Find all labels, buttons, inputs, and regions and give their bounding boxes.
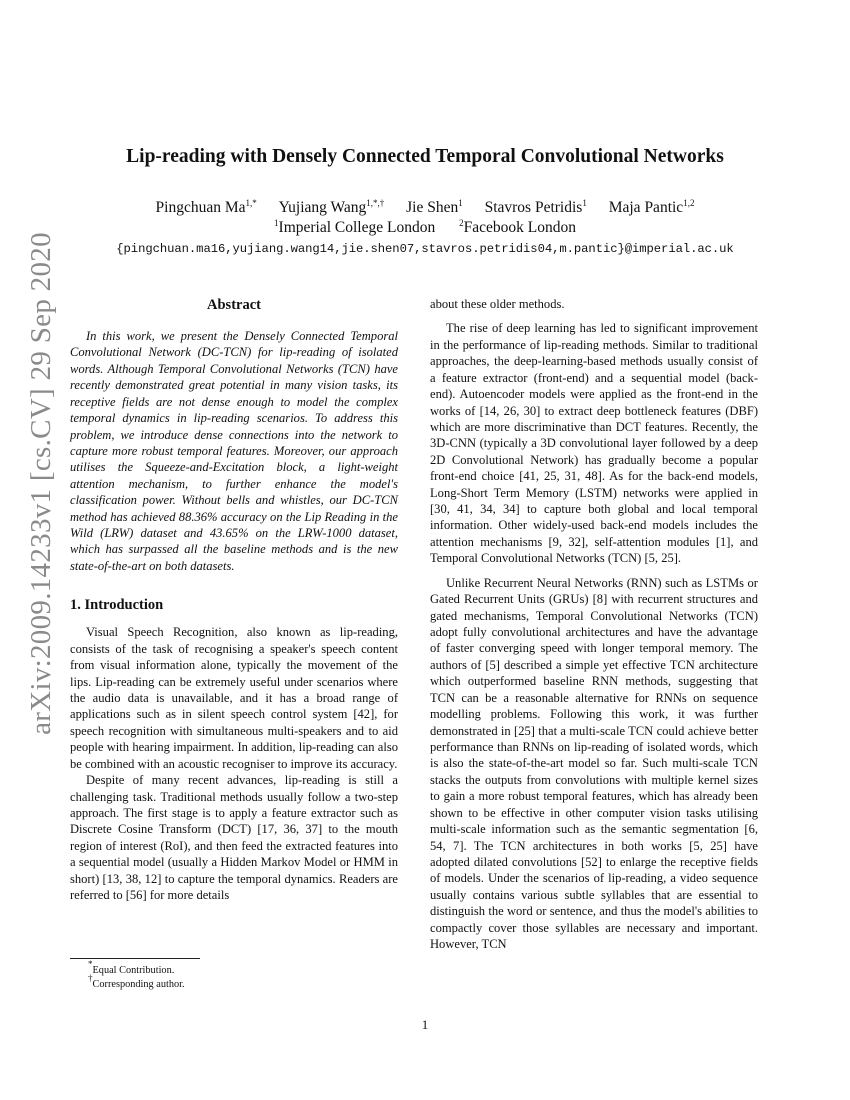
footnotes	[70, 958, 398, 991]
page-number: 1	[421, 1017, 429, 1032]
footnote: †Corresponding author.	[88, 972, 185, 990]
paper-title: Lip-reading with Densely Connected Temporal Convolutional Networks	[126, 146, 724, 167]
author-list	[60, 198, 790, 218]
author: Jie Shen$^1$	[406, 198, 463, 216]
arxiv-sidebar	[20, 231, 62, 735]
intro-continued: about these older methods.	[430, 297, 565, 311]
right-column	[430, 296, 758, 952]
left-column	[70, 296, 398, 904]
intro-paragraph: Unlike Recurrent Neural Networks (RNN) such as LSTMs or Gated Recurrent Units (GRUs) [8] with recurrent structures and gated mechanisms, Temporal Convolutional Networks (TCN) adopt fully convolutional architectures and have the advantage of faster converging speed with longer temporal memory. The authors of [5] described a simple yet effective TCN architecture which outperformed baseline RNN methods, suggesting that TCN can be a reasonable alternative for RNNs on sequence modelling problems. Following this work, it was further demonstrated in [25] that a multi-scale TCN could achieve better performance than RNNs on lip-reading of isolated words, which is also the state-of-the-art model so far. Such multi-scale TCN stacks the outputs from convolutions with multiple kernel sizes to gain a more robust temporal features, which has already been shown to be effective in other computer vision tasks utilising multi-scale information such as the semantic segmentation [6, 54, 7]. The TCN architectures in both works [5, 25] have adopted dilated convolutions [52] to enlarge the receptive fields of models. Under the scenarios of lip-reading, a video sequence usually contains various subtle syllables that are essential to distinguish the word or sentence, and thus the model's abilities to compactly cover those syllables are necessary and important. However, TCN	[430, 575, 758, 952]
abstract-text: In this work, we present the Densely Connected Temporal Convolutional Network (DC-TCN) for lip-reading of isolated words. Although Temporal Convolutional Networks (TCN) have recently demonstrated great potential in many vision tasks, its receptive fields are not dense enough to model the complex temporal dynamics in lip-reading scenarios. To address this problem, we introduce dense connections into the network to capture more robust temporal features. Moreover, our approach utilises the Squeeze-and-Excitation block, a light-weight attention mechanism, to further enhance the model's classification power. Without bells and whistles, our DC-TCN method has achieved 88.36% accuracy on the Lip Reading in the Wild (LRW) dataset and 43.65% on the LRW-1000 dataset, which has surpassed all the baseline methods and is the new state-of-the-art on both datasets.	[70, 329, 398, 573]
author-emails: {pingchuan.ma16,yujiang.wang14,jie.shen07,stavros.petridis04,m.pantic}@imperial.ac.uk	[116, 242, 734, 256]
affiliation: $^1$Imperial College London	[274, 218, 436, 236]
abstract-section	[70, 296, 398, 574]
intro-paragraph: Visual Speech Recognition, also known as lip-reading, consists of the task of recognising a speaker's speech content from visual information alone, typically the movement of the lips. Lip-reading can be extremely useful under scenarios where the audio data is unavailable, and it has a broad range of applications such as in silent speech control system [42], for speech recognition with simultaneous multi-speakers and to aid people with hearing impairment. In addition, lip-reading can also be combined with an acoustic recogniser to improve its accuracy.	[70, 625, 398, 771]
introduction-heading: 1. Introduction	[70, 597, 164, 614]
affiliation: $^2$Facebook London	[459, 218, 576, 236]
intro-paragraph: The rise of deep learning has led to significant improvement in the performance of lip-reading methods. Similar to traditional approaches, the deep-learning-based methods usually consist of a feature extractor (front-end) and a sequential model (back-end). Autoencoder models were applied as the front-end in the works of [14, 26, 30] to extract deep bottleneck features (DBF) which are more discriminative than DCT features. Recently, the 3D-CNN (typically a 3D convolutional layer followed by a deep 2D Convolutional Network) has gradually become a popular front-end choice [41, 25, 31, 48]. As for the back-end models, Long-Short Term Memory (LSTM) networks were applied in [30, 41, 34, 34] to capture both global and local temporal information. Other widely-used back-end models includes the attention mechanisms [9, 32], self-attention modules [1], and Temporal Convolutional Networks (TCN) [5, 25].	[430, 321, 758, 566]
author: Pingchuan $Ma^{1,*}$	[155, 198, 257, 216]
affiliations	[60, 218, 790, 238]
intro-paragraph: Despite of many recent advances, lip-reading is still a challenging task. Traditional methods usually follow a two-step approach. The first stage is to apply a feature extractor such as Discrete Cosine Transform (DCT) [17, 36, 37] to the mouth region of interest (RoI), and then feed the extracted features into a sequential model (usually a Hidden Markov Model or HMM in short) [13, 38, 12] to capture the temporal dynamics. Readers are referred to [56] for more details	[70, 773, 398, 903]
author: Stavros Petridis$^1$	[484, 198, 587, 216]
abstract-heading: Abstract	[207, 297, 261, 313]
arxiv-identifier: arXiv:2009.14233v1 [cs.CV] 29 Sep 2020	[24, 231, 57, 735]
author: Maja Pantic$^{1,2}$	[608, 198, 695, 216]
footnote: *Equal Contribution.	[88, 959, 175, 976]
author: Yujiang Wang$^{1,*,\dagger}$	[278, 198, 385, 216]
